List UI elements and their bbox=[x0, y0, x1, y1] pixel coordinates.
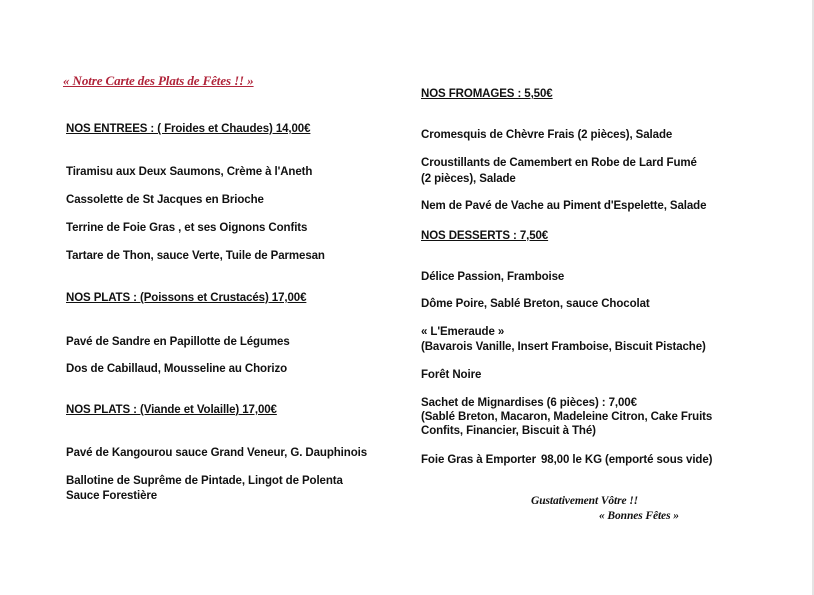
signature-line-1: Gustativement Vôtre !! bbox=[531, 495, 639, 507]
dessert-item: « L'Emeraude » bbox=[421, 326, 505, 338]
foie-gras-label: Foie Gras à Emporter bbox=[421, 454, 536, 466]
signature-line-2: « Bonnes Fêtes » bbox=[599, 510, 679, 522]
entrees-header: NOS ENTREES : ( Froides et Chaudes) 14,00€ bbox=[66, 123, 311, 135]
plat-item: Pavé de Kangourou sauce Grand Veneur, G. Dauphinois bbox=[66, 447, 368, 459]
plat-item: Pavé de Sandre en Papillotte de Légumes bbox=[66, 336, 290, 348]
plat-item: Sauce Forestière bbox=[66, 490, 158, 502]
dessert-item: (Sablé Breton, Macaron, Madeleine Citron, Cake Fruits bbox=[421, 411, 713, 423]
entree-item: Terrine de Foie Gras , et ses Oignons Confits bbox=[66, 222, 308, 234]
dessert-item: Confits, Financier, Biscuit à Thé) bbox=[421, 425, 596, 437]
dessert-item: Dôme Poire, Sablé Breton, sauce Chocolat bbox=[421, 298, 650, 310]
entree-item: Cassolette de St Jacques en Brioche bbox=[66, 194, 264, 206]
fromages-header: NOS FROMAGES : 5,50€ bbox=[421, 88, 553, 100]
foie-gras-price: 98,00 le KG (emporté sous vide) bbox=[541, 454, 713, 466]
menu-title: « Notre Carte des Plats de Fêtes !! » bbox=[63, 73, 254, 88]
plats-viande-header: NOS PLATS : (Viande et Volaille) 17,00€ bbox=[66, 404, 277, 416]
dessert-item: (Bavarois Vanille, Insert Framboise, Biscuit Pistache) bbox=[421, 341, 706, 353]
plat-item: Dos de Cabillaud, Mousseline au Chorizo bbox=[66, 363, 288, 375]
entree-item: Tiramisu aux Deux Saumons, Crème à l'Aneth bbox=[66, 166, 313, 178]
dessert-item: Délice Passion, Framboise bbox=[421, 271, 565, 283]
fromage-item: Croustillants de Camembert en Robe de Lard Fumé bbox=[421, 157, 697, 169]
fromage-item: Cromesquis de Chèvre Frais (2 pièces), Salade bbox=[421, 129, 673, 141]
dessert-item: Forêt Noire bbox=[421, 369, 482, 381]
dessert-item: Sachet de Mignardises (6 pièces) : 7,00€ bbox=[421, 397, 637, 409]
plats-poissons-header: NOS PLATS : (Poissons et Crustacés) 17,00€ bbox=[66, 292, 307, 304]
fromage-item: Nem de Pavé de Vache au Piment d'Espelette, Salade bbox=[421, 200, 707, 212]
plat-item: Ballotine de Suprême de Pintade, Lingot de Polenta bbox=[66, 475, 343, 487]
fromage-item: (2 pièces), Salade bbox=[421, 173, 516, 185]
entree-item: Tartare de Thon, sauce Verte, Tuile de Parmesan bbox=[66, 250, 325, 262]
desserts-header: NOS DESSERTS : 7,50€ bbox=[421, 230, 549, 242]
